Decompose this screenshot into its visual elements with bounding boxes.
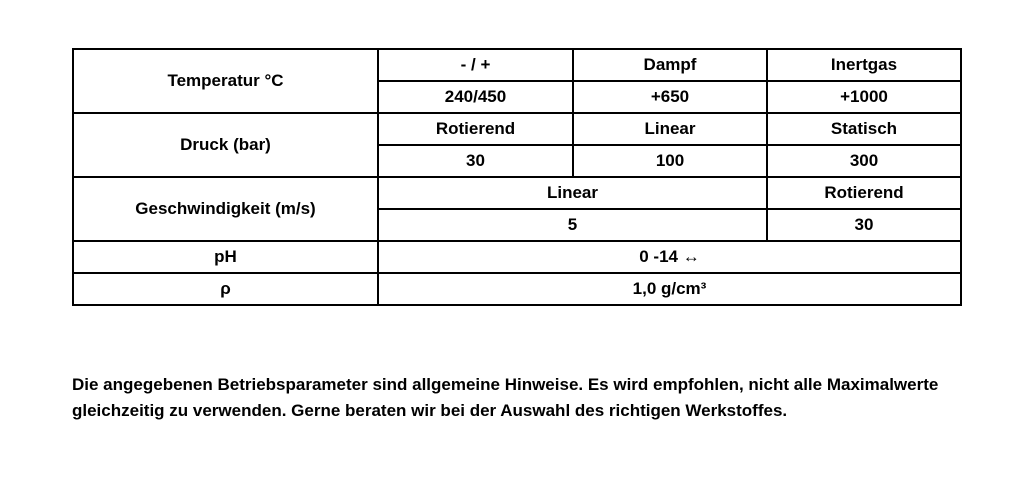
temperatur-header-3: Inertgas [767,49,961,81]
geschwindigkeit-header-1: Linear [378,177,767,209]
row-label-ph: pH [73,241,378,273]
geschwindigkeit-value-1: 5 [378,209,767,241]
table-row [73,177,961,209]
table-row [73,49,961,81]
geschwindigkeit-value-2: 30 [767,209,961,241]
druck-header-2: Linear [573,113,767,145]
table-row [73,113,961,145]
temperatur-value-3: +1000 [767,81,961,113]
temperatur-value-2: +650 [573,81,767,113]
druck-value-3: 300 [767,145,961,177]
operating-parameters-table [72,48,962,306]
temperatur-header-2: Dampf [573,49,767,81]
table-row [73,241,961,273]
row-label-geschwindigkeit: Geschwindigkeit (m/s) [73,177,378,241]
druck-value-1: 30 [378,145,573,177]
temperatur-value-1: 240/450 [378,81,573,113]
geschwindigkeit-header-2: Rotierend [767,177,961,209]
footnote-text: Die angegebenen Betriebsparameter sind allgemeine Hinweise. Es wird empfohlen, nicht alle Maximalwerte gleichzeitig zu verwenden. Gerne beraten wir bei der Auswahl des richtigen Werkstoffes. [72,375,939,421]
row-label-temperatur: Temperatur °C [73,49,378,113]
temperatur-header-1: - / + [378,49,573,81]
row-label-dichte: ρ [73,273,378,305]
row-label-druck: Druck (bar) [73,113,378,177]
ph-value: 0 -14 ↔ [378,241,961,273]
druck-header-3: Statisch [767,113,961,145]
table-row [73,273,961,305]
druck-header-1: Rotierend [378,113,573,145]
druck-value-2: 100 [573,145,767,177]
dichte-value: 1,0 g/cm³ [378,273,961,305]
